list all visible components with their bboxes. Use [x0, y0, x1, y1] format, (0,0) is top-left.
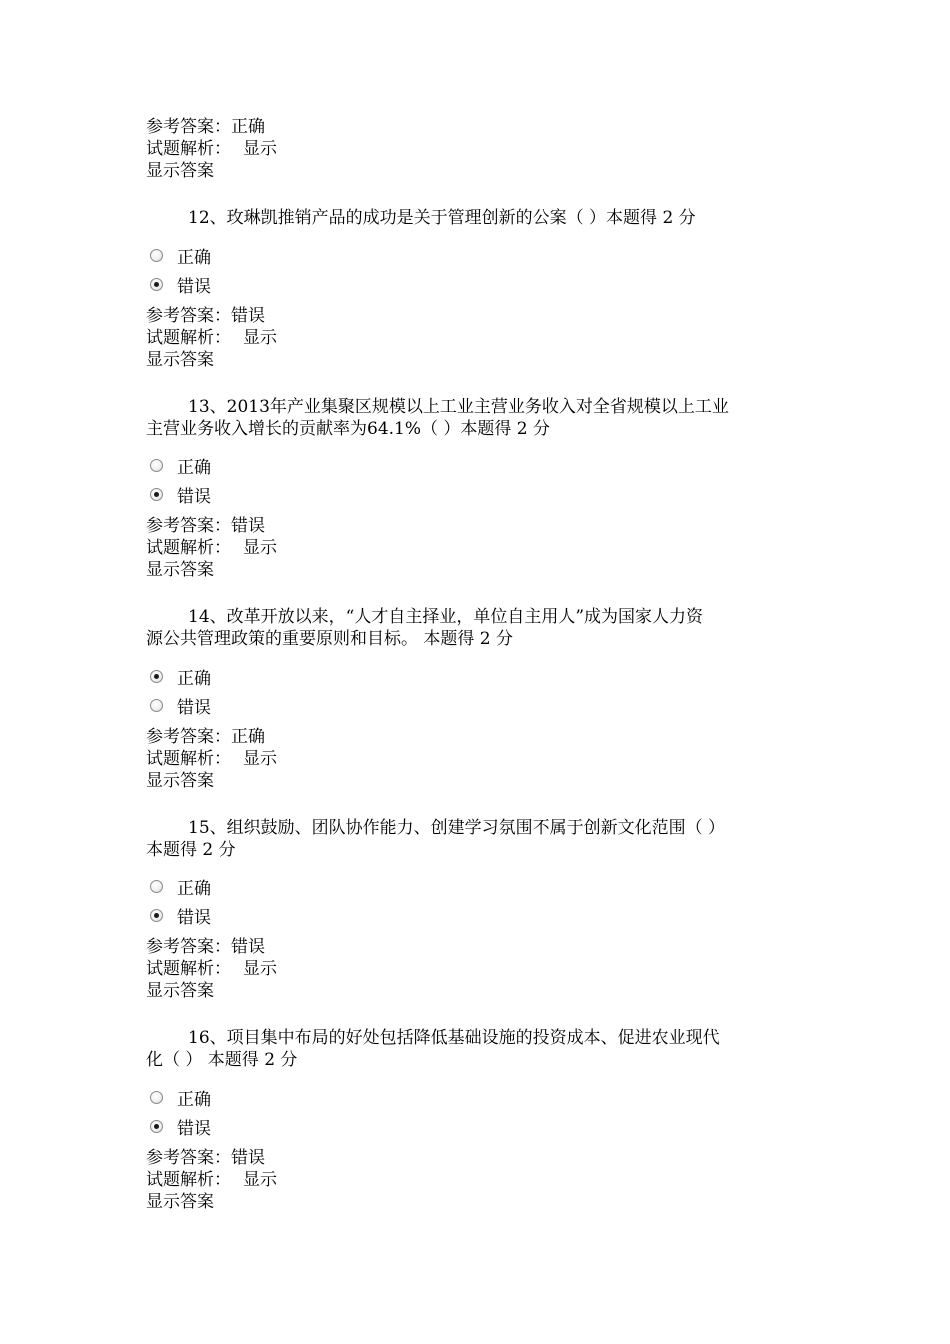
option-false-12[interactable] [150, 275, 211, 299]
analysis-show-link[interactable]: 显示 [243, 538, 277, 558]
option-label: 错误 [177, 277, 211, 297]
analysis-show-link[interactable]: 显示 [243, 139, 277, 159]
option-label: 正确 [177, 669, 211, 689]
radio-icon[interactable] [150, 459, 163, 472]
answer-block-16 [146, 1147, 806, 1213]
analysis-label: 试题解析： [146, 749, 231, 769]
radio-checked-icon[interactable] [150, 1120, 163, 1133]
radio-checked-icon[interactable] [150, 909, 163, 922]
analysis-label: 试题解析： [146, 1170, 231, 1190]
question-text-line1: 13、2013年产业集聚区规模以上工业主营业务收入对全省规模以上工业 [188, 397, 729, 417]
reference-answer: 参考答案：错误 [146, 516, 265, 536]
answer-block-14 [146, 726, 806, 792]
analysis-show-link[interactable]: 显示 [243, 328, 277, 348]
question-text-line2: 本题得 2 分 [146, 840, 236, 860]
radio-checked-icon[interactable] [150, 488, 163, 501]
analysis-row [146, 748, 806, 770]
question-14 [146, 606, 796, 650]
question-text-line2: 源公共管理政策的重要原则和目标。 本题得 2 分 [146, 629, 514, 649]
reference-answer: 参考答案：正确 [146, 117, 265, 137]
reference-answer: 参考答案：错误 [146, 306, 265, 326]
question-text-line1: 15、组织鼓励、团队协作能力、创建学习氛围不属于创新文化范围（ ） [188, 818, 726, 838]
option-true-13[interactable] [150, 456, 211, 480]
option-false-13[interactable] [150, 485, 211, 509]
radio-icon[interactable] [150, 880, 163, 893]
answer-block-12 [146, 305, 806, 371]
option-true-14[interactable] [150, 667, 211, 691]
option-label: 错误 [177, 1119, 211, 1139]
reference-answer: 参考答案：正确 [146, 727, 265, 747]
show-answer-link[interactable]: 显示答案 [146, 771, 214, 791]
question-text: 12、玫琳凯推销产品的成功是关于管理创新的公案（ ）本题得 2 分 [188, 208, 696, 228]
option-label: 错误 [177, 908, 211, 928]
question-16 [146, 1027, 796, 1071]
analysis-show-link[interactable]: 显示 [243, 959, 277, 979]
analysis-row [146, 1169, 806, 1191]
analysis-label: 试题解析： [146, 959, 231, 979]
question-text-line2: 主营业务收入增长的贡献率为64.1%（ ）本题得 2 分 [146, 419, 551, 439]
show-answer-link[interactable]: 显示答案 [146, 981, 214, 1001]
show-answer-link[interactable]: 显示答案 [146, 161, 214, 181]
reference-answer: 参考答案：错误 [146, 1148, 265, 1168]
question-text-line1: 16、项目集中布局的好处包括降低基础设施的投资成本、促进农业现代 [188, 1028, 720, 1048]
option-label: 正确 [177, 1090, 211, 1110]
question-12 [146, 207, 796, 229]
option-true-12[interactable] [150, 246, 211, 270]
question-15 [146, 817, 796, 861]
radio-icon[interactable] [150, 699, 163, 712]
option-false-15[interactable] [150, 906, 211, 930]
option-false-14[interactable] [150, 696, 211, 720]
analysis-label: 试题解析： [146, 538, 231, 558]
option-label: 正确 [177, 248, 211, 268]
radio-icon[interactable] [150, 1091, 163, 1104]
question-13 [146, 396, 796, 440]
analysis-show-link[interactable]: 显示 [243, 1170, 277, 1190]
radio-icon[interactable] [150, 249, 163, 262]
radio-checked-icon[interactable] [150, 278, 163, 291]
show-answer-link[interactable]: 显示答案 [146, 560, 214, 580]
analysis-label: 试题解析： [146, 139, 231, 159]
radio-checked-icon[interactable] [150, 670, 163, 683]
option-false-16[interactable] [150, 1117, 211, 1141]
option-true-16[interactable] [150, 1088, 211, 1112]
option-label: 正确 [177, 879, 211, 899]
answer-block-15 [146, 936, 806, 1002]
question-text-line2: 化（ ） 本题得 2 分 [146, 1050, 298, 1070]
option-label: 正确 [177, 458, 211, 478]
analysis-row [146, 138, 806, 160]
option-true-15[interactable] [150, 877, 211, 901]
analysis-show-link[interactable]: 显示 [243, 749, 277, 769]
answer-block-13 [146, 515, 806, 581]
option-label: 错误 [177, 698, 211, 718]
analysis-row [146, 958, 806, 980]
analysis-row [146, 327, 806, 349]
option-label: 错误 [177, 487, 211, 507]
analysis-label: 试题解析： [146, 328, 231, 348]
reference-answer: 参考答案：错误 [146, 937, 265, 957]
show-answer-link[interactable]: 显示答案 [146, 1192, 214, 1212]
answer-block-11 [146, 116, 806, 182]
question-text-line1: 14、改革开放以来，“人才自主择业，单位自主用人”成为国家人力资 [188, 607, 704, 627]
show-answer-link[interactable]: 显示答案 [146, 350, 214, 370]
analysis-row [146, 537, 806, 559]
